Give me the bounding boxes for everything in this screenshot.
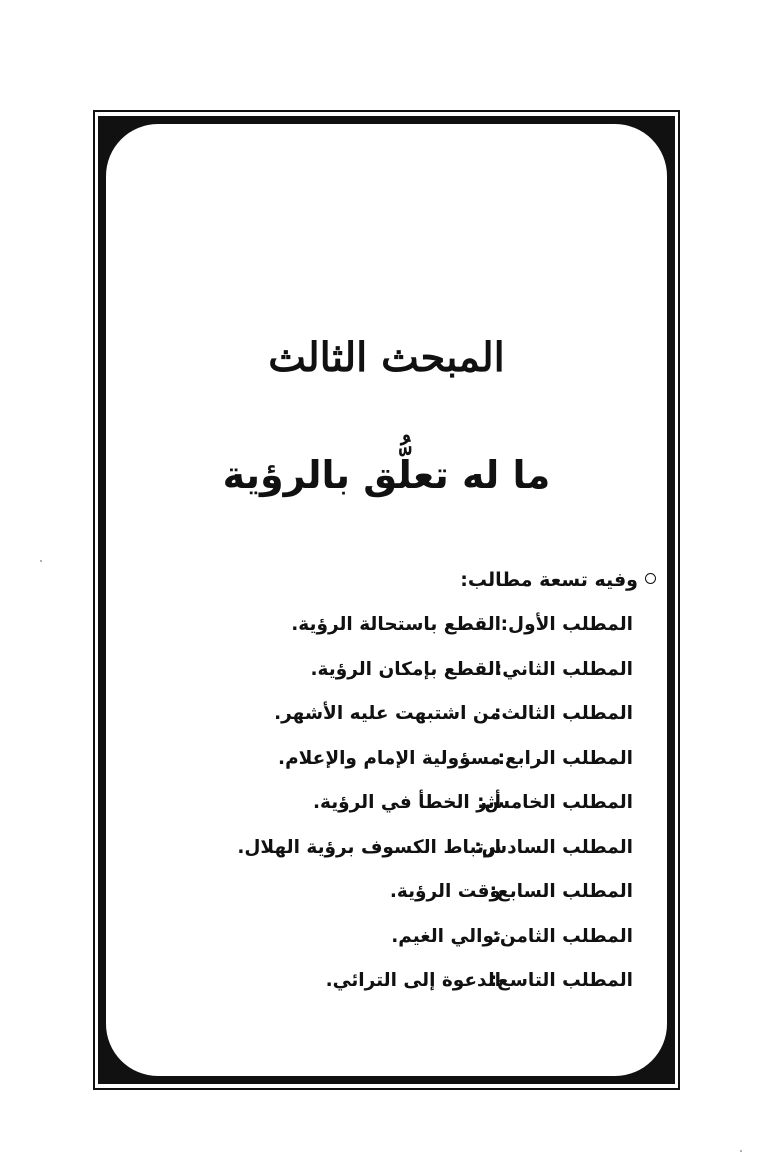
item-label: المطلب الخامس: [477, 792, 633, 813]
item-label: المطلب التاسع: [489, 970, 633, 991]
item-label: المطلب الثامن: [492, 925, 633, 947]
item-text: الدعوة إلى الترائي. [325, 970, 501, 991]
list-item [237, 655, 633, 700]
item-label: المطلب السابع: [489, 881, 633, 902]
requirements-list [237, 610, 633, 1011]
list-item [237, 833, 633, 878]
item-text: القطع بإمكان الرؤية. [310, 658, 501, 680]
item-text: من اشتبهت عليه الأشهر. [274, 703, 501, 724]
list-item [237, 788, 633, 833]
section-subtitle: ما له تعلُّق بالرؤية [222, 453, 551, 497]
intro-line [460, 565, 656, 595]
intro-text: وفيه تسعة مطالب: [460, 569, 638, 591]
item-text: أثر الخطأ في الرؤية. [312, 792, 501, 813]
list-item [237, 610, 633, 655]
list-item [237, 699, 633, 744]
circle-bullet-icon [645, 573, 656, 584]
item-text: وقت الرؤية. [389, 881, 501, 902]
chapter-title: المبحث الثالث [268, 334, 505, 381]
item-label: المطلب الثالث: [493, 703, 633, 724]
list-item [237, 966, 633, 1011]
item-text: توالي الغيم. [391, 925, 501, 947]
item-text: القطع باستحالة الرؤية. [291, 614, 501, 635]
item-label: المطلب السادس: [474, 836, 633, 858]
item-label: المطلب الأول: [500, 614, 633, 635]
item-label: المطلب الثاني: [494, 658, 633, 680]
list-item [237, 877, 633, 922]
list-item [237, 922, 633, 967]
list-item [237, 744, 633, 789]
item-text: مسؤولية الإمام والإعلام. [278, 747, 501, 769]
item-label: المطلب الرابع: [497, 747, 633, 769]
scan-speck [40, 560, 42, 562]
scan-speck [740, 1150, 742, 1152]
item-text: ارتباط الكسوف برؤية الهلال. [237, 836, 501, 858]
